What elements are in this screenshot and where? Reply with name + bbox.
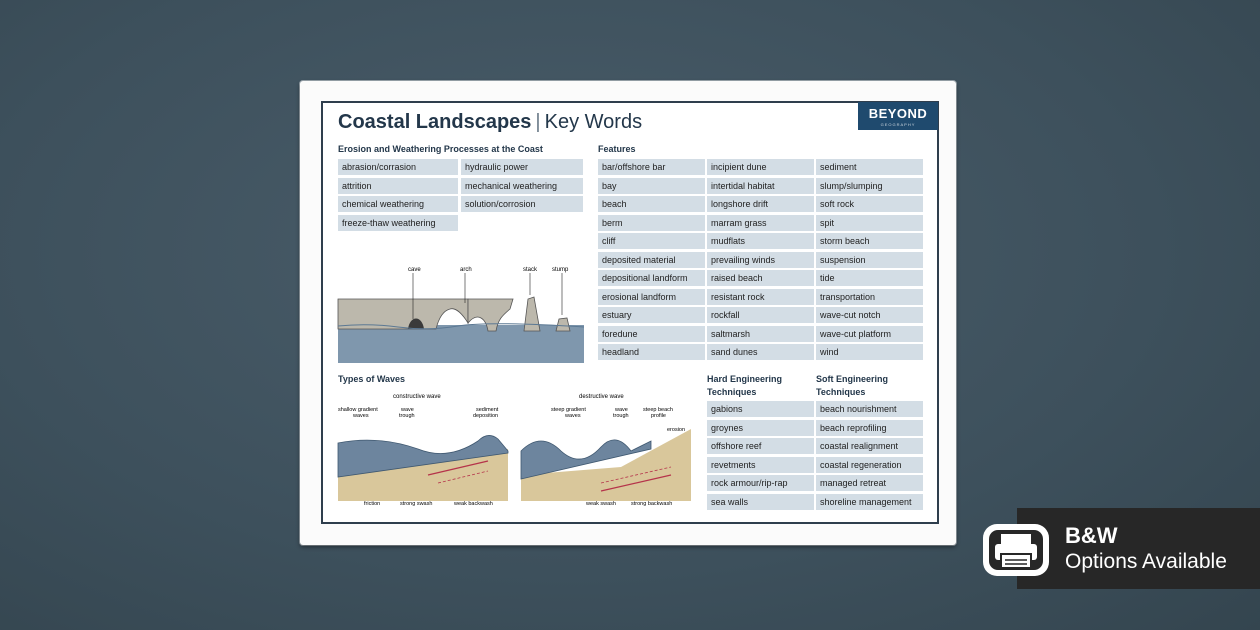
printer-icon [979, 520, 1053, 580]
sea [338, 325, 584, 363]
label-weak-backwash: weak backwash [454, 501, 493, 507]
destructive-title: destructive wave [579, 394, 624, 400]
hard-heading-line1: Hard Engineering [707, 374, 783, 384]
title-separator: | [535, 111, 541, 133]
label-trough-2: trough [399, 413, 415, 419]
cliff-erosion-diagram [338, 263, 584, 363]
keyword-cell: solution/corrosion [461, 196, 583, 212]
keyword-cell: marram grass [707, 215, 814, 231]
keyword-cell: headland [598, 344, 705, 360]
keyword-cell: longshore drift [707, 196, 814, 212]
keyword-cell: groynes [707, 420, 814, 436]
keyword-cell: wave-cut notch [816, 307, 923, 323]
label-strong-backwash: strong backwash [631, 501, 673, 507]
waves-heading: Types of Waves [338, 374, 406, 384]
keyword-cell: chemical weathering [338, 196, 458, 212]
badge-subtitle: Options Available [1065, 550, 1227, 573]
keyword-cell: berm [598, 215, 705, 231]
keyword-cell: deposited material [598, 252, 705, 268]
keyword-cell: revetments [707, 457, 814, 473]
keyword-cell: beach [598, 196, 705, 212]
keyword-cell: bar/offshore bar [598, 159, 705, 175]
label-sediment-2: deposition [473, 413, 499, 419]
soft-heading-line1: Soft Engineering [816, 374, 888, 384]
keyword-cell: storm beach [816, 233, 923, 249]
hard-heading [707, 373, 782, 399]
stack-rock [524, 297, 540, 331]
keyword-cell: incipient dune [707, 159, 814, 175]
title-light: Key Words [544, 111, 643, 133]
keyword-cell: cliff [598, 233, 705, 249]
label-trough-1: wave [615, 407, 628, 413]
label-beach-2: profile [651, 413, 666, 419]
keyword-cell: managed retreat [816, 475, 923, 491]
label-arch: arch [460, 267, 472, 273]
keyword-cell: transportation [816, 289, 923, 305]
label-cave: cave [408, 267, 421, 273]
keyword-cell: mechanical weathering [461, 178, 583, 194]
keyword-cell: sand dunes [707, 344, 814, 360]
soft-heading [816, 373, 888, 399]
constructive-title: constructive wave [393, 394, 441, 400]
title-bold: Coastal Landscapes [338, 111, 532, 133]
constructive-wave-diagram [338, 391, 508, 509]
keyword-cell: depositional landform [598, 270, 705, 286]
keyword-cell: hydraulic power [461, 159, 583, 175]
hard-heading-line2: Techniques [707, 387, 757, 397]
keyword-cell: erosional landform [598, 289, 705, 305]
keyword-cell: coastal realignment [816, 438, 923, 454]
erosion-heading: Erosion and Weathering Processes at the Coast [338, 144, 543, 154]
keyword-cell: sediment [816, 159, 923, 175]
keyword-cell: gabions [707, 401, 814, 417]
keyword-cell: tide [816, 270, 923, 286]
keyword-cell: shoreline management [816, 494, 923, 510]
label-trough-2: trough [613, 413, 629, 419]
keyword-cell: estuary [598, 307, 705, 323]
keyword-cell: intertidal habitat [707, 178, 814, 194]
keyword-cell: foredune [598, 326, 705, 342]
keyword-cell: sea walls [707, 494, 814, 510]
label-friction: friction [364, 501, 381, 507]
label-beach-1: steep beach [643, 407, 673, 413]
label-stump: stump [552, 267, 569, 273]
keyword-cell: bay [598, 178, 705, 194]
keyword-cell: rock armour/rip-rap [707, 475, 814, 491]
logo-line1: BEYOND [868, 106, 928, 121]
keyword-cell: coastal regeneration [816, 457, 923, 473]
label-shallow-1: shallow gradient [338, 407, 378, 413]
keyword-cell: suspension [816, 252, 923, 268]
keyword-cell: slump/slumping [816, 178, 923, 194]
beyond-logo [858, 102, 938, 130]
label-shallow-2: waves [353, 413, 369, 419]
soft-heading-line2: Techniques [816, 387, 866, 397]
logo-line2: GEOGRAPHY [880, 122, 916, 127]
page-title [338, 111, 642, 134]
label-trough-1: wave [401, 407, 414, 413]
keyword-cell: raised beach [707, 270, 814, 286]
bw-options-badge [1017, 508, 1260, 589]
worksheet-border [321, 101, 939, 524]
keyword-cell: freeze-thaw weathering [338, 215, 458, 231]
keyword-cell: abrasion/corrasion [338, 159, 458, 175]
keyword-cell: attrition [338, 178, 458, 194]
label-weak-swash: weak swash [586, 501, 616, 507]
features-heading: Features [598, 144, 636, 154]
keyword-cell: offshore reef [707, 438, 814, 454]
keyword-cell: wave-cut platform [816, 326, 923, 342]
label-erosion: erosion [667, 427, 686, 433]
keyword-cell: rockfall [707, 307, 814, 323]
badge-title: B&W [1065, 523, 1118, 548]
stump-rock [556, 318, 570, 331]
keyword-cell: resistant rock [707, 289, 814, 305]
label-strong-swash: strong swash [400, 501, 433, 507]
label-sediment-1: sediment [476, 407, 499, 413]
keyword-cell: wind [816, 344, 923, 360]
keyword-cell: beach reprofiling [816, 420, 923, 436]
keyword-cell: spit [816, 215, 923, 231]
keyword-cell: soft rock [816, 196, 923, 212]
keyword-cell: beach nourishment [816, 401, 923, 417]
label-steep-1: steep gradient [551, 407, 586, 413]
keyword-cell: saltmarsh [707, 326, 814, 342]
keyword-cell: prevailing winds [707, 252, 814, 268]
keyword-cell: mudflats [707, 233, 814, 249]
worksheet-preview [300, 81, 956, 545]
destructive-wave-diagram [521, 391, 691, 509]
label-steep-2: waves [565, 413, 581, 419]
label-stack: stack [523, 267, 538, 273]
